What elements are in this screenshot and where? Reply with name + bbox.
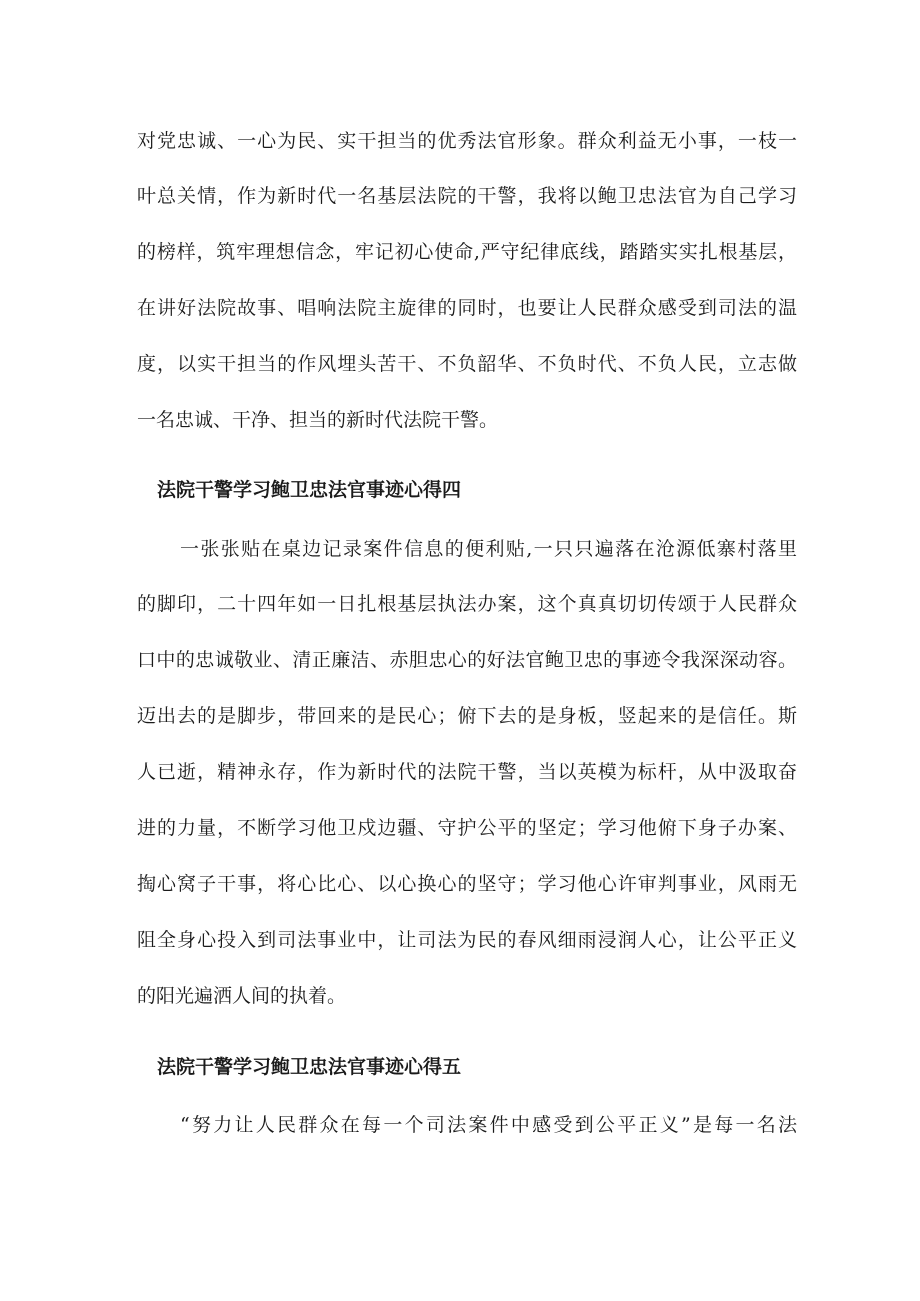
- paragraph-line: 迈出去的是脚步，带回来的是民心；俯下去的是身板，竖起来的是信任。斯: [137, 705, 797, 727]
- paragraph-line: 度，以实干担当的作风埋头苦干、不负韶华、不负时代、不负人民，立志做: [137, 353, 797, 375]
- paragraph-line: “努力让人民群众在每一个司法案件中感受到公平正义”是每一名法: [180, 1114, 797, 1136]
- paragraph-line: 对党忠诚、一心为民、实干担当的优秀法官形象。群众利益无小事，一枝一: [137, 130, 797, 152]
- paragraph-line: 的脚印，二十四年如一日扎根基层执法办案，这个真真切切传颂于人民群众: [137, 593, 797, 615]
- paragraph-line: 的榜样，筑牢理想信念，牢记初心使命,严守纪律底线，踏踏实实扎根基层，: [137, 241, 797, 263]
- section-heading: 法院干警学习鲍卫忠法官事迹心得五: [157, 1056, 462, 1078]
- paragraph-line: 口中的忠诚敬业、清正廉洁、赤胆忠心的好法官鲍卫忠的事迹令我深深动容。: [137, 649, 797, 671]
- paragraph-line: 在讲好法院故事、唱响法院主旋律的同时，也要让人民群众感受到司法的温: [137, 297, 797, 319]
- paragraph-line: 阻全身心投入到司法事业中，让司法为民的春风细雨浸润人心，让公平正义: [137, 929, 797, 951]
- paragraph-line: 一张张贴在桌边记录案件信息的便利贴,一只只遍落在沧源低寨村落里: [180, 538, 797, 560]
- section-heading: 法院干警学习鲍卫忠法官事迹心得四: [157, 479, 462, 501]
- paragraph-line: 人已逝，精神永存，作为新时代的法院干警，当以英模为标杆，从中汲取奋: [137, 761, 797, 783]
- paragraph-line: 掏心窝子干事，将心比心、以心换心的坚守；学习他心许审判事业，风雨无: [137, 873, 797, 895]
- paragraph-line: 一名忠诚、干净、担当的新时代法院干警。: [137, 409, 499, 431]
- paragraph-line: 的阳光遍洒人间的执着。: [137, 985, 347, 1007]
- paragraph-line: 叶总关情，作为新时代一名基层法院的干警，我将以鲍卫忠法官为自己学习: [137, 185, 797, 207]
- paragraph-line: 进的力量，不断学习他卫戍边疆、守护公平的坚定；学习他俯下身子办案、: [137, 817, 797, 839]
